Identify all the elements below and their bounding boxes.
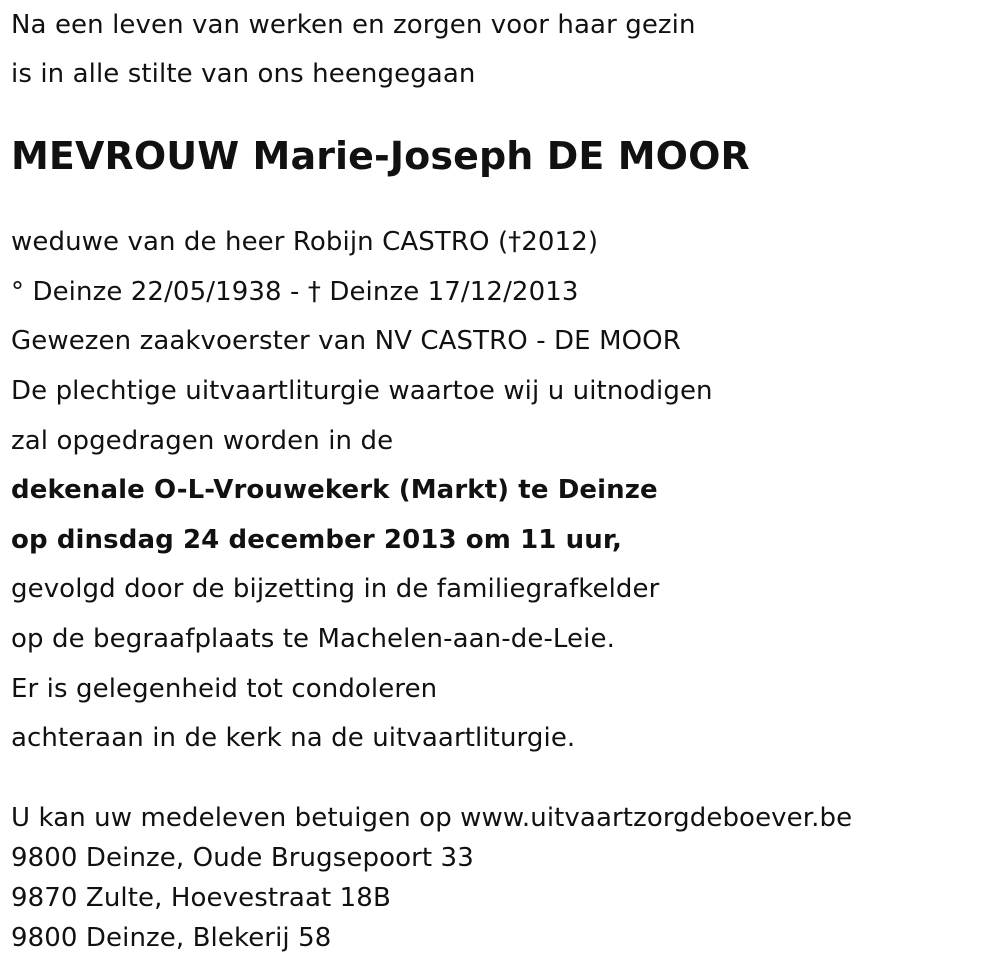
address-line-1: 9800 Deinze, Oude Brugsepoort 33	[11, 843, 474, 873]
widow-line: weduwe van de heer Robijn CASTRO (†2012)	[11, 227, 599, 257]
ceremony-line-4: op de begraafplaats te Machelen-aan-de-Leie.	[11, 624, 615, 654]
deceased-name: MEVROUW Marie-Joseph DE MOOR	[11, 134, 750, 178]
intro-line-1: Na een leven van werken en zorgen voor haar gezin	[11, 10, 696, 40]
ceremony-line-3: gevolgd door de bijzetting in de familiegrafkelder	[11, 574, 660, 604]
ceremony-line-5: Er is gelegenheid tot condoleren	[11, 674, 438, 704]
obituary-notice	[11, 0, 991, 974]
datetime-line: op dinsdag 24 december 2013 om 11 uur,	[11, 525, 622, 555]
address-line-2: 9870 Zulte, Hoevestraat 18B	[11, 883, 391, 913]
dates-line: ° Deinze 22/05/1938 - † Deinze 17/12/2013	[11, 277, 579, 307]
occupation-line: Gewezen zaakvoerster van NV CASTRO - DE MOOR	[11, 326, 681, 356]
church-line: dekenale O-L-Vrouwekerk (Markt) te Deinze	[11, 475, 658, 505]
ceremony-line-1: De plechtige uitvaartliturgie waartoe wij u uitnodigen	[11, 376, 713, 406]
address-line-3: 9800 Deinze, Blekerij 58	[11, 923, 332, 953]
intro-line-2: is in alle stilte van ons heengegaan	[11, 59, 476, 89]
ceremony-line-2: zal opgedragen worden in de	[11, 426, 394, 456]
website-line: U kan uw medeleven betuigen op www.uitvaartzorgdeboever.be	[11, 803, 853, 833]
ceremony-line-6: achteraan in de kerk na de uitvaartliturgie.	[11, 723, 576, 753]
